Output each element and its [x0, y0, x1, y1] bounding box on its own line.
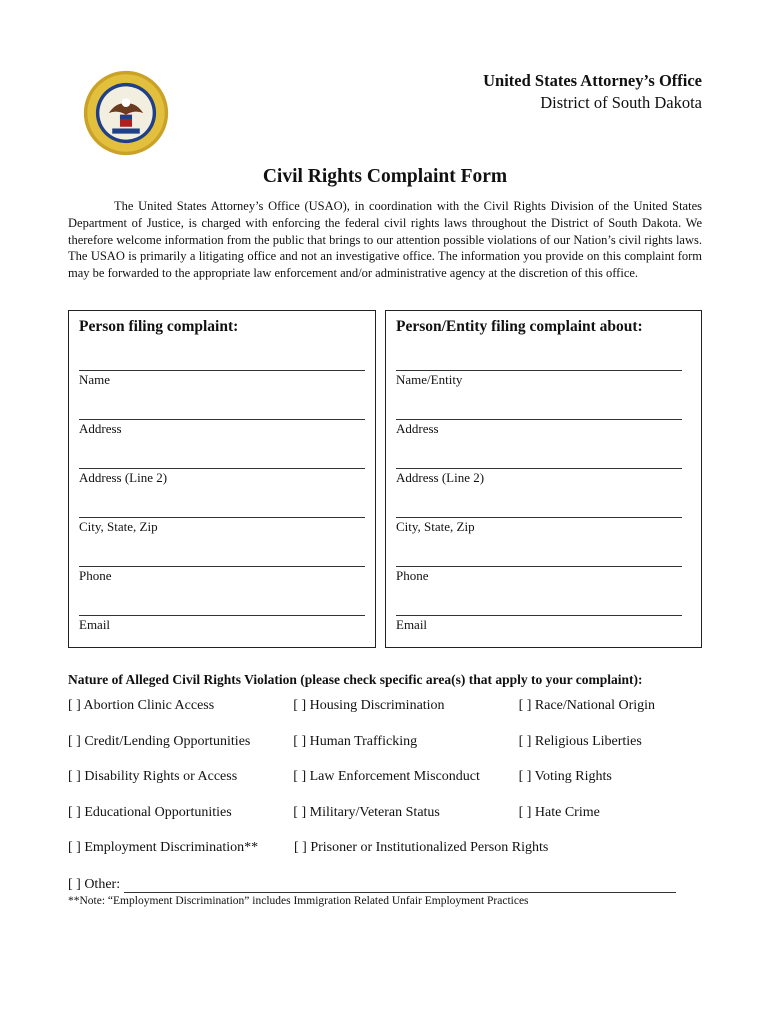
doj-seal-logo	[83, 70, 169, 156]
option-disability-rights[interactable]: [ ] Disability Rights or Access	[68, 769, 238, 785]
option-military-veteran-status[interactable]: [ ] Military/Veteran Status	[293, 804, 440, 820]
option-voting-rights[interactable]: [ ] Voting Rights	[518, 769, 612, 785]
office-name: United States Attorney’s Office	[483, 71, 702, 90]
filer-city-state-zip-field[interactable]: City, State, Zip	[79, 501, 365, 535]
option-religious-liberties[interactable]: [ ] Religious Liberties	[518, 733, 642, 749]
subject-email-field[interactable]: Email	[396, 599, 691, 633]
option-credit-lending[interactable]: [ ] Credit/Lending Opportunities	[68, 733, 251, 749]
intro-paragraph: The United States Attorney’s Office (USAO), in coordination with the Civil Rights Division of the United States Department of Justice, is charged with enforcing the federal civil rights laws throughout the District of South Dakota. We therefore welcome information from the public that brings to our attention possible violations of our Nation’s civil rights laws. The USAO is primarily a litigating office and not an investigative office. The information you provide on this complaint form may be forwarded to the appropriate law enforcement and/or administrative agency at the discretion of this office.	[68, 199, 702, 281]
filer-address2-field[interactable]: Address (Line 2)	[79, 452, 365, 486]
subject-heading: Person/Entity filing complaint about:	[396, 318, 643, 335]
filer-email-field[interactable]: Email	[79, 599, 365, 633]
filer-name-field[interactable]: Name	[79, 354, 365, 388]
options-row	[68, 840, 708, 876]
subject-section	[385, 310, 702, 648]
district-name: District of South Dakota	[540, 93, 702, 112]
filer-heading: Person filing complaint:	[79, 318, 239, 335]
other-input-line[interactable]	[124, 877, 676, 893]
violation-options	[68, 698, 708, 876]
office-header	[483, 70, 702, 114]
violation-type-heading: Nature of Alleged Civil Rights Violation (please check specific area(s) that apply to your complaint):	[68, 672, 643, 687]
option-employment-discrimination[interactable]: [ ] Employment Discrimination**	[68, 840, 259, 856]
option-human-trafficking[interactable]: [ ] Human Trafficking	[293, 733, 418, 749]
page-title: Civil Rights Complaint Form	[262, 166, 508, 187]
other-label: [ ] Other:	[68, 877, 121, 892]
filer-phone-field[interactable]: Phone	[79, 550, 365, 584]
option-abortion-clinic-access[interactable]: [ ] Abortion Clinic Access	[68, 698, 215, 713]
option-housing-discrimination[interactable]: [ ] Housing Discrimination	[293, 698, 445, 713]
options-row	[68, 734, 708, 770]
option-educational-opportunities[interactable]: [ ] Educational Opportunities	[68, 804, 232, 820]
subject-address-field[interactable]: Address	[396, 403, 691, 437]
option-law-enforcement-misconduct[interactable]: [ ] Law Enforcement Misconduct	[293, 769, 480, 785]
option-prisoner-rights[interactable]: [ ] Prisoner or Institutionalized Person Rights	[294, 840, 549, 856]
employment-note: **Note: “Employment Discrimination” includes Immigration Related Unfair Employment Practices	[68, 895, 529, 907]
subject-name-field[interactable]: Name/Entity	[396, 354, 691, 388]
options-row	[68, 769, 708, 805]
options-row	[68, 805, 708, 841]
options-row	[68, 698, 708, 734]
option-hate-crime[interactable]: [ ] Hate Crime	[518, 804, 600, 820]
subject-address2-field[interactable]: Address (Line 2)	[396, 452, 691, 486]
subject-phone-field[interactable]: Phone	[396, 550, 691, 584]
option-race-national-origin[interactable]: [ ] Race/National Origin	[518, 698, 656, 713]
filer-address-field[interactable]: Address	[79, 403, 365, 437]
subject-city-state-zip-field[interactable]: City, State, Zip	[396, 501, 691, 535]
option-other[interactable]	[68, 877, 676, 893]
filer-section	[68, 310, 376, 648]
